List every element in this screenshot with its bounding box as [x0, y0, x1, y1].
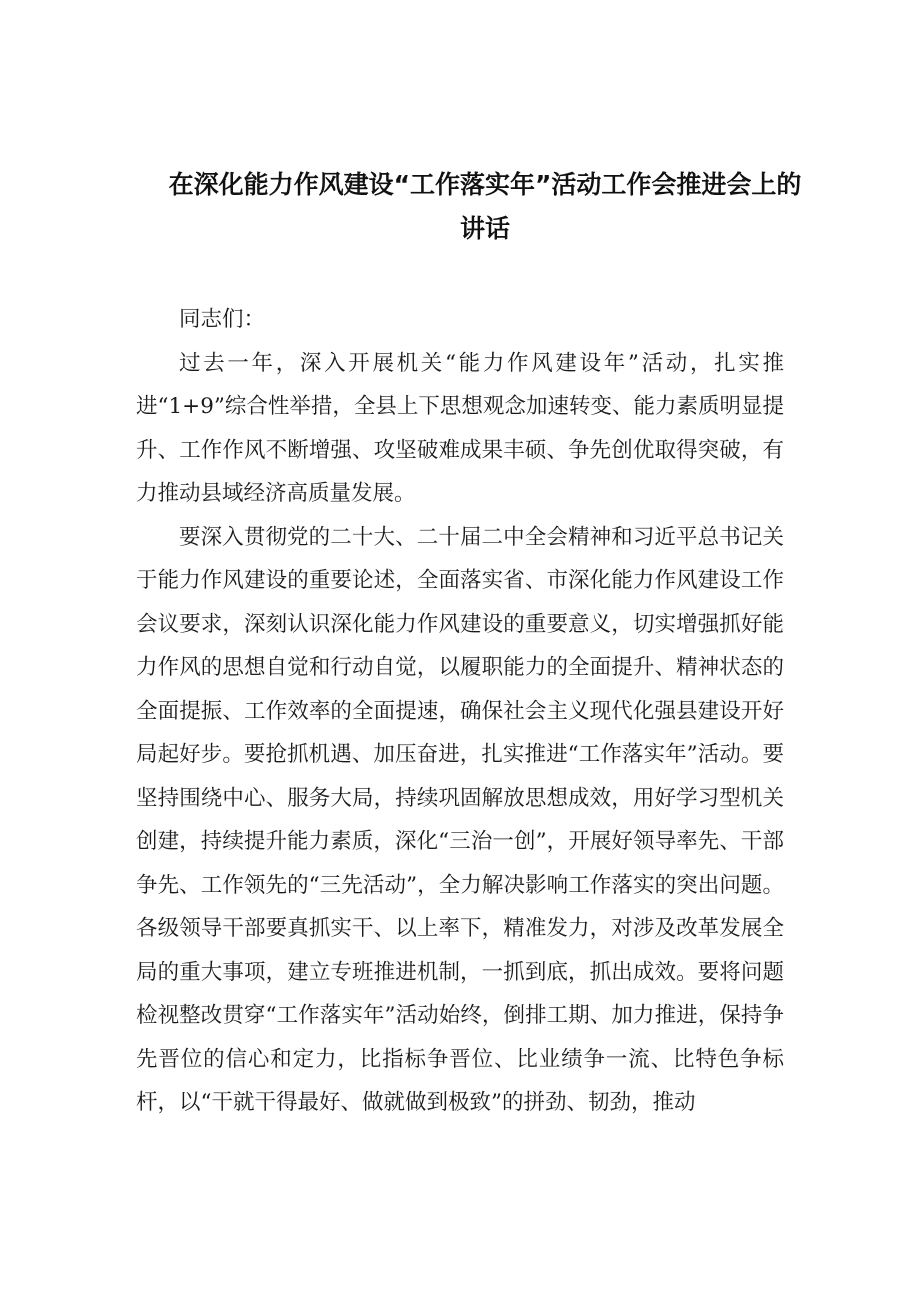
paragraph-2: 要深入贯彻党的二十大、二十届二中全会精神和习近平总书记关于能力作风建设的重要论述，全面落实省、市深化能力作风建设工作会议要求，深刻认识深化能力作风建设的重要意义，切实增强抓好能力作风的思想自觉和行动自觉，以履职能力的全面提升、精神状态的全面提振、工作效率的全面提速，确保社会主义现代化强县建设开好局起好步。要抢抓机遇、加压奋进，扎实推进“工作落实年”活动。要坚持围绕中心、服务大局，持续巩固解放思想成效，用好学习型机关创建，持续提升能力素质，深化“三治一创”，开展好领导率先、干部争先、工作领先的“三先活动”，全力解决影响工作落实的突出问题。各级领导干部要真抓实干、以上率下，精准发力，对涉及改革发展全局的重大事项，建立专班推进机制，一抓到底，抓出成效。要将问题检视整改贯穿“工作落实年”活动始终，倒排工期、加力推进，保持争先晋位的信心和定力，比指标争晋位、比业绩争一流、比特色争标杆，以“干就干得最好、做就做到极致”的拼劲、韧劲，推动 [136, 524, 784, 1115]
document-title [120, 163, 850, 251]
paragraph-1: 过去一年，深入开展机关“能力作风建设年”活动，扎实推进“1+9”综合性举措，全县上下思想观念加速转变、能力素质明显提升、工作作风不断增强、攻坚破难成果丰硕、争先创优取得突破，有力推动县域经济高质量发展。 [136, 350, 784, 506]
document-body [136, 298, 784, 1125]
title-line-2: 讲话 [459, 214, 510, 243]
title-line-1: 在深化能力作风建设“工作落实年”活动工作会推进会上的 [168, 170, 802, 199]
salutation: 同志们： [179, 307, 266, 332]
